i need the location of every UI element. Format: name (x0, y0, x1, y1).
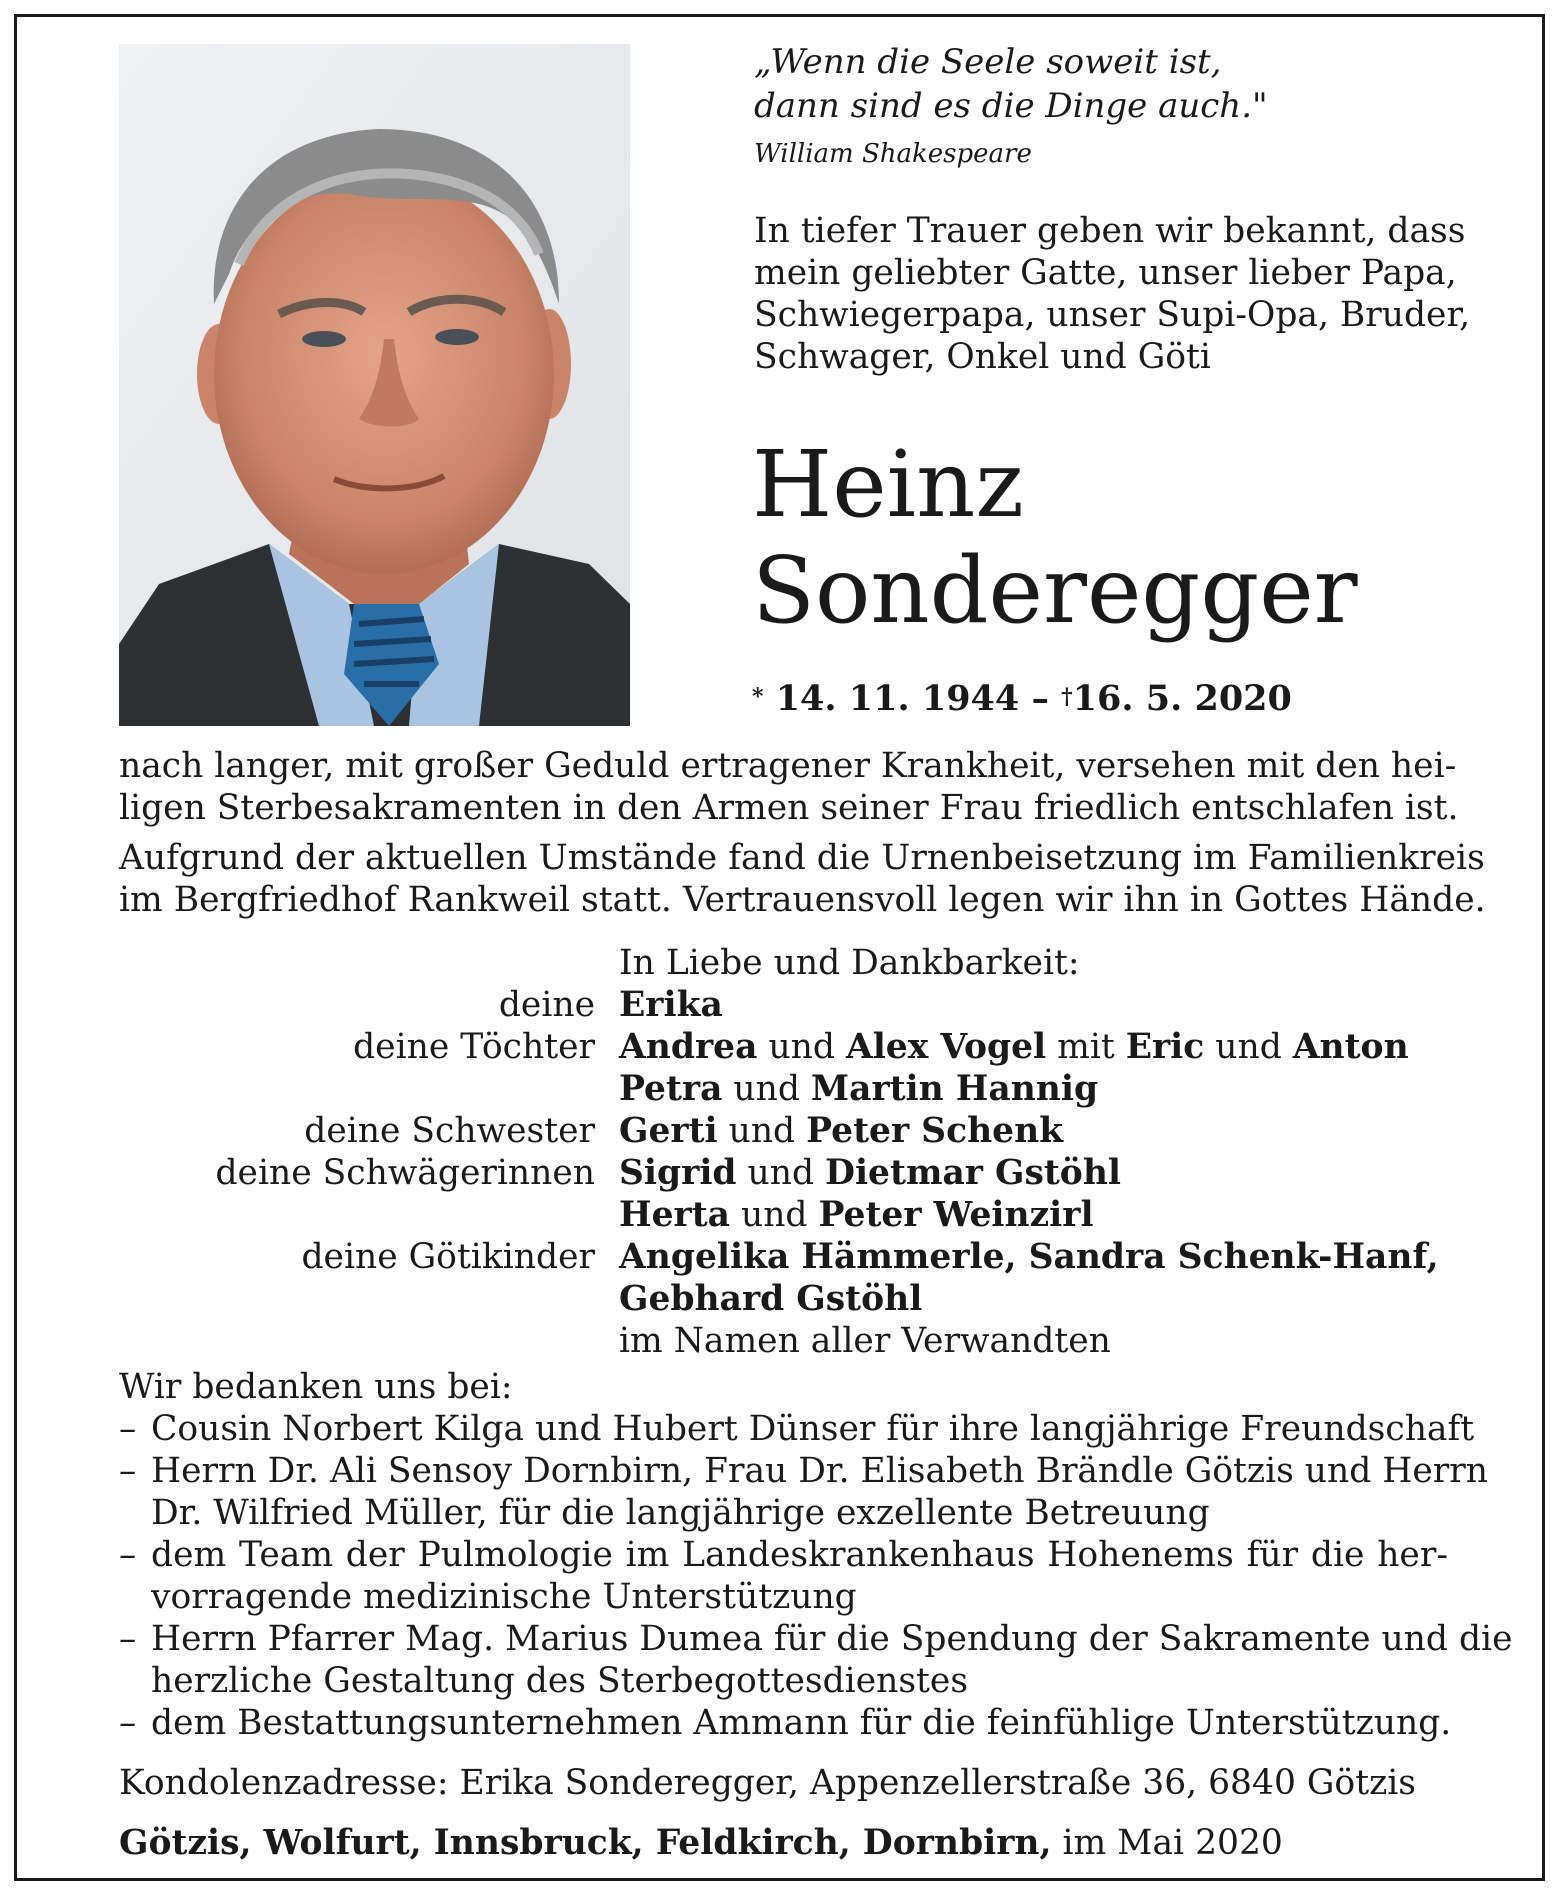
mourner-name: Andrea (619, 1027, 758, 1067)
intro-line: In tiefer Trauer geben wir bekannt, dass (754, 211, 1466, 251)
mourner-name: Petra (619, 1069, 723, 1109)
mourner-name: Dietmar Gstöhl (825, 1153, 1122, 1193)
mourner-name: Alex Vogel (845, 1027, 1047, 1067)
mourner-role: deine Töchter (353, 1027, 595, 1067)
birth-date: 14. 11. 1944 (775, 678, 1020, 719)
notice-date: im Mai 2020 (1062, 1823, 1283, 1863)
acknowledgements (119, 1366, 1513, 1744)
condolence-address: Kondolenzadresse: Erika Sonderegger, Appenzellerstraße 36, 6840 Götzis (119, 1763, 1416, 1803)
announcement-body (119, 745, 1486, 929)
acknowledgements-heading: Wir bedanken uns bei: (119, 1367, 513, 1407)
list-item-line: dem Team der Pulmologie im Landeskrankenhaus Hohenems für die her- (151, 1535, 1448, 1575)
list-dash: – (119, 1619, 137, 1659)
mourner-name: Gerti (619, 1111, 718, 1151)
list-item-line: Herrn Dr. Ali Sensoy Dornbirn, Frau Dr. Elisabeth Brändle Götzis und Herrn (151, 1451, 1488, 1491)
list-item-line: vorragende medizinische Unterstützung (151, 1577, 857, 1617)
places: Götzis, Wolfurt, Innsbruck, Feldkirch, Dornbirn, (119, 1823, 1052, 1863)
list-item-line: herzliche Gestaltung des Sterbegottesdienstes (151, 1661, 969, 1701)
mourner-name: Sigrid (619, 1153, 737, 1193)
list-item-line: Dr. Wilfried Müller, für die langjährige exzellente Betreuung (151, 1493, 1210, 1533)
list-item (119, 1450, 1488, 1534)
list-item-line: Cousin Norbert Kilga und Hubert Dünser für ihre langjährige Freundschaft (151, 1409, 1475, 1449)
mourners-closing: im Namen aller Verwandten (619, 1321, 1111, 1361)
conjunction: und (1215, 1027, 1282, 1067)
list-item-line: Herrn Pfarrer Mag. Marius Dumea für die Spendung der Sakramente und die (151, 1619, 1513, 1659)
mourner-name: Herta (619, 1195, 731, 1235)
places-and-date (119, 1822, 1283, 1864)
body-line: im Bergfriedhof Rankweil statt. Vertrauensvoll legen wir ihn in Gottes Hände. (119, 880, 1486, 920)
body-line: Aufgrund der aktuellen Umstände fand die Urnenbeisetzung im Familienkreis (119, 838, 1485, 878)
life-dates (752, 677, 1292, 721)
death-date: 16. 5. 2020 (1072, 678, 1292, 719)
mourner-name: Anton (1292, 1027, 1409, 1067)
last-name: Sonderegger (752, 537, 1358, 644)
intro-line: mein geliebter Gatte, unser lieber Papa, (754, 253, 1457, 293)
list-dash: – (119, 1409, 137, 1449)
list-item-line: dem Bestattungsunternehmen Ammann für die feinfühlige Unterstützung. (151, 1703, 1452, 1743)
portrait-photo (119, 44, 630, 726)
list-item (119, 1534, 1448, 1618)
mourner-name: Peter Weinzirl (818, 1195, 1094, 1235)
deceased-name (752, 432, 1358, 644)
conjunction: und (740, 1195, 808, 1235)
death-mark: † (1061, 684, 1073, 710)
mourner-role: deine Schwägerinnen (215, 1153, 595, 1193)
intro-text (754, 210, 1514, 378)
intro-line: Schwager, Onkel und Göti (754, 337, 1211, 377)
body-line: nach langer, mit großer Geduld ertragener Krankheit, versehen mit den hei- (119, 746, 1457, 786)
list-item (119, 1702, 1452, 1744)
quote (754, 40, 1268, 128)
intro-line: Schwiegerpapa, unser Supi-Opa, Bruder, (754, 295, 1471, 335)
quote-author: William Shakespeare (754, 139, 1032, 169)
conjunction: mit (1057, 1027, 1115, 1067)
mourner-role: deine Schwester (304, 1111, 595, 1151)
quote-line: dann sind es die Dinge auch." (754, 86, 1268, 126)
paragraph-passing (119, 745, 1459, 829)
list-dash: – (119, 1535, 137, 1575)
list-item (119, 1408, 1475, 1450)
conjunction: und (728, 1111, 796, 1151)
birth-mark: * (752, 684, 764, 710)
mourner-name: Eric (1125, 1027, 1205, 1067)
first-name: Heinz (752, 431, 1024, 538)
paragraph-burial (119, 837, 1486, 921)
date-separator: – (1031, 678, 1049, 719)
mourner-role: deine (498, 985, 595, 1025)
list-dash: – (119, 1703, 137, 1743)
list-item (119, 1618, 1513, 1702)
body-line: ligen Sterbesakramenten in den Armen seiner Frau friedlich entschlafen ist. (119, 788, 1459, 828)
mourner-name: Peter Schenk (806, 1111, 1064, 1151)
mourners-list (119, 942, 1448, 1362)
portrait-icon (119, 44, 630, 726)
mourner-role: deine Götikinder (301, 1237, 595, 1277)
conjunction: und (747, 1153, 815, 1193)
mourner-name: Martin Hannig (810, 1069, 1099, 1109)
mourner-name: Gebhard Gstöhl (619, 1279, 923, 1319)
quote-line: „Wenn die Seele soweit ist, (754, 42, 1222, 82)
mourners-heading: In Liebe und Dankbarkeit: (619, 943, 1080, 983)
conjunction: und (733, 1069, 800, 1109)
mourner-name: Angelika Hämmerle, Sandra Schenk-Hanf, (619, 1237, 1439, 1277)
list-dash: – (119, 1451, 137, 1491)
mourner-name: Erika (619, 985, 723, 1025)
conjunction: und (768, 1027, 835, 1067)
